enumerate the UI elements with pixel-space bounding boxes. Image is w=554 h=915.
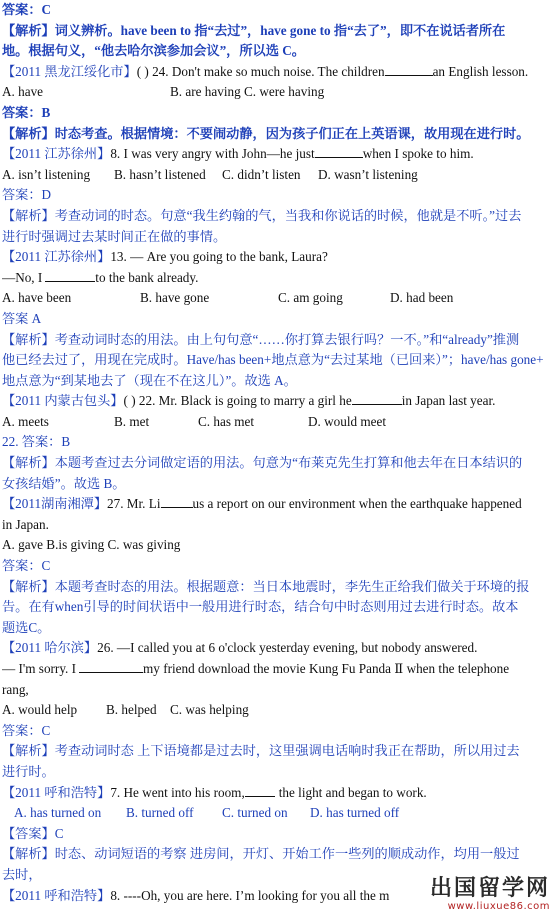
question-text: ( ) 24. Don't make so much noise. The children: [136, 63, 385, 79]
option-b: B. helped: [106, 702, 157, 718]
analysis-line: 【解析】本题考查时态的用法。根据题意：当日本地震时，李先生正给我们做关于环境的报: [2, 578, 530, 594]
option-b: B. have gone: [140, 290, 210, 306]
answer-blank: [245, 784, 275, 797]
answer-line: 答案：B: [2, 104, 51, 120]
question-text: 26. —I called you at 6 o'clock yesterday evening, but nobody answered.: [97, 640, 478, 656]
answer-blank: [385, 63, 433, 76]
option-d: D. has turned off: [310, 805, 400, 821]
site-watermark: [430, 877, 550, 913]
analysis-line: 他已经去过了，用现在完成时。Have/has been+地点意为“去过某地（已回来）”；have/has gone+: [2, 352, 544, 368]
analysis-line: 进行时。: [2, 763, 55, 779]
question-text: an English lesson.: [432, 63, 529, 79]
option-a: A. isn’t listening: [2, 166, 91, 182]
question-text: us a report on our environment when the earthquake happened: [192, 496, 522, 512]
question-line: [2, 62, 552, 83]
answer-line: 【答案】C: [2, 825, 64, 841]
option-a: A. has turned on: [14, 805, 102, 821]
source-tag: 【2011 江苏徐州】: [2, 146, 111, 162]
question-line: [2, 659, 552, 680]
answer-blank: [161, 495, 193, 508]
question-text: 27. Mr. Li: [107, 496, 161, 512]
option-d: D. had been: [390, 290, 454, 306]
analysis-line: 去时，: [2, 866, 42, 882]
source-tag: 【2011 哈尔滨】: [2, 640, 98, 656]
answer-line: 答案：C: [2, 2, 52, 17]
answer-line: 答案：C: [2, 558, 51, 574]
answer-blank: [352, 392, 402, 405]
answer-line: 答案：D: [2, 187, 52, 203]
question-line: [2, 494, 552, 515]
question-line: rang,: [2, 681, 29, 697]
question-text: —No, I: [2, 269, 43, 285]
answer-blank: [315, 145, 363, 158]
options-line: [2, 288, 552, 309]
option-d: D. would meet: [308, 413, 387, 429]
answer-line: 答案 A: [2, 310, 42, 326]
analysis-line: 进行时强调过去某时间正在做的事情。: [2, 228, 227, 244]
question-line: in Japan.: [2, 516, 49, 532]
question-text: the light and began to work.: [278, 784, 427, 800]
option-c: C. turned on: [222, 805, 288, 821]
question-text: my friend download the movie Kung Fu Panda Ⅱ when the telephone: [143, 661, 510, 676]
analysis-line: 题选C。: [2, 619, 51, 635]
question-text: when I spoke to him.: [362, 146, 474, 162]
analysis-line: 【解析】考查动词时态 上下语境都是过去时，这里强调电话响时我正在帮助，所以用过去: [2, 743, 520, 759]
options-line: [2, 82, 552, 103]
source-tag: 【2011 内蒙古包头】: [2, 393, 124, 409]
question-text: in Japan last year.: [401, 393, 496, 409]
question-line: [2, 638, 552, 659]
analysis-line: 【解析】考查动词时态的用法。由上句句意“……你打算去银行吗？一不。”和“already”推测: [2, 331, 520, 347]
answer-blank: [79, 660, 143, 673]
option-c: C. has met: [198, 413, 255, 429]
options-line: [2, 412, 552, 433]
option-c: C. didn’t listen: [222, 166, 301, 182]
question-text: ( ) 22. Mr. Black is going to marry a girl he: [123, 393, 352, 409]
options-line: [2, 803, 552, 824]
options-line: [2, 165, 552, 186]
source-tag: 【2011 江苏徐州】: [2, 249, 111, 265]
analysis-line: 地。根据句义，“他去哈尔滨参加会议”，所以选 C。: [2, 43, 305, 59]
analysis-line: 【解析】考查动词的时态。句意“我生约翰的气，当我和你说话的时候，他就是不听。”过去: [2, 207, 522, 223]
question-line: [2, 247, 552, 268]
source-tag: 【2011 呼和浩特】: [2, 887, 111, 903]
option-a: A. would help: [2, 702, 78, 718]
option-a: A. have: [2, 84, 44, 100]
analysis-line: 【解析】词义辨析。have been to 指“去过”，have gone to 指“去了”，即不在说话者所在: [2, 22, 506, 38]
option-c: C. was helping: [170, 702, 249, 718]
options-line: [2, 700, 552, 721]
question-text: to the bank already.: [95, 269, 199, 285]
question-line: [2, 144, 552, 165]
answer-line: 22. 答案：B: [2, 434, 71, 450]
option-b: B. turned off: [126, 805, 194, 821]
question-text: 13. — Are you going to the bank, Laura?: [110, 249, 328, 265]
option-b: B. hasn’t listened: [114, 166, 206, 182]
analysis-line: 女孩结婚”。故选 B。: [2, 475, 126, 491]
analysis-line: 告。在有when引导的时间状语中一般用进行时态，结合句中时态则用过去进行时态。故本: [2, 599, 519, 615]
question-text: 7. He went into his room,: [110, 784, 245, 800]
options-line: A. gave B.is giving C. was giving: [2, 537, 181, 553]
option-b: B. met: [114, 413, 150, 429]
watermark-logo: 出国留学网: [429, 876, 550, 901]
question-text: 8. ----Oh, you are here. I’m looking for you all the m: [110, 887, 390, 903]
option-c: C. am going: [278, 290, 343, 306]
option-d: D. wasn’t listening: [318, 166, 418, 182]
option-bc: B. are having C. were having: [170, 84, 325, 100]
analysis-line: 【解析】时态考查。根据情境：不要闹动静，因为孩子们正在上英语课，故用现在进行时。: [2, 125, 530, 141]
source-tag: 【2011 呼和浩特】: [2, 784, 111, 800]
source-tag: 【2011湖南湘潭】: [2, 496, 108, 512]
analysis-line: 地点意为“到某地去了（现在不在这儿）”。故选 A。: [2, 372, 297, 388]
watermark-url: www.liuxue86.com: [447, 901, 550, 912]
question-text: — I'm sorry. I: [2, 661, 77, 676]
question-line: [2, 268, 552, 289]
option-a: A. have been: [2, 290, 72, 306]
source-tag: 【2011 黑龙江绥化市】: [2, 63, 137, 79]
answer-blank: [45, 269, 95, 282]
question-line: [2, 391, 552, 412]
analysis-line: 【解析】时态、动词短语的考察 进房间，开灯、开始工作一些列的顺成动作，均用一般过: [2, 846, 520, 862]
answer-line: 答案：C: [2, 722, 51, 738]
question-text: 8. I was very angry with John—he just: [110, 146, 315, 162]
analysis-line: 【解析】本题考查过去分词做定语的用法。句意为“布莱克先生打算和他去年在日本结识的: [2, 455, 523, 471]
question-line: [2, 783, 552, 804]
option-a: A. meets: [2, 413, 49, 429]
